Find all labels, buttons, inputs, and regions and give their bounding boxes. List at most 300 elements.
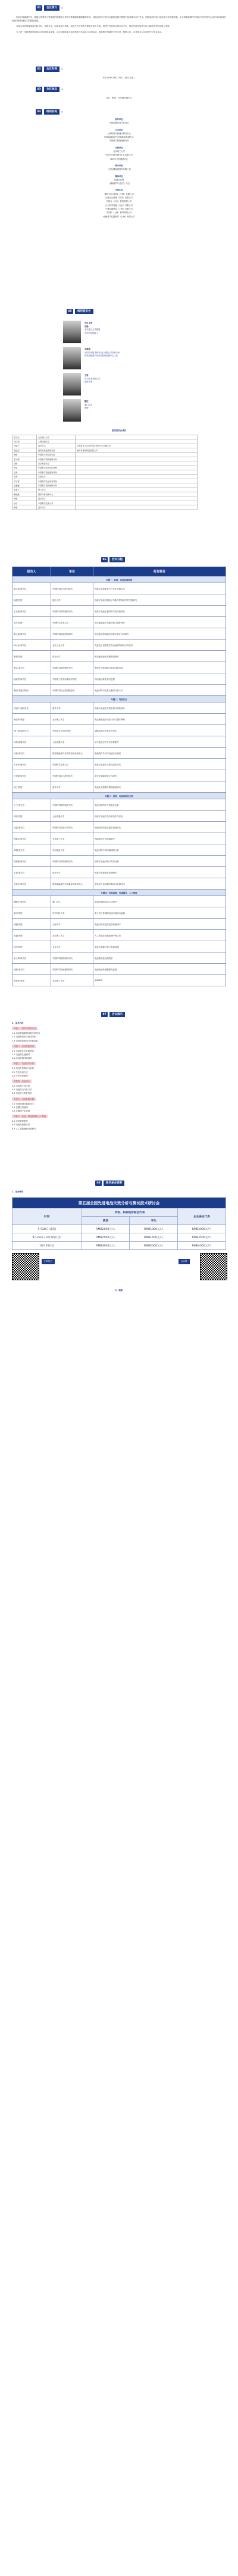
expert-card [63,373,206,395]
schedule-topic: 锂离子电池老化机理研究 [93,867,226,878]
expert-name: 吴锋 [84,325,89,328]
schedule-unit: 清华大学 [51,651,93,662]
schedule-topic: 电池材料的多尺度表征技术 [93,799,226,811]
section-number: 07 [101,1012,108,1017]
topic-item: 3.2 失效分析方法 [12,1071,28,1074]
org-item: 北京理工大学 [113,150,125,153]
committee-unit: 同济大学 [37,496,76,501]
committee-unit: 中国电力科学研究院 [37,452,76,457]
committee-unit: 北京科技大学 [37,461,76,466]
fee-subheader-teacher: 教师 [82,1217,130,1225]
schedule-speaker: 余文博 研究员 [12,952,51,964]
committee-unit: 清华大学 [37,505,76,509]
schedule-speaker: 杨惠 副研究员 [12,736,51,748]
schedule-topic: 锂离子电池正极材料失效分析研究 [93,606,226,617]
schedule-speaker: 杨鹏 教授 [12,919,51,930]
topic-title: 专题五：电池检测仪器 [12,1097,36,1101]
expert-photo [63,399,81,422]
topic-item: 4.1 电池热失控分析 [12,1085,30,1088]
committee-unit: 深圳市新能源研究院 [37,448,76,452]
committee-name: 伍嘉宁 [12,488,37,492]
committee-note [76,505,198,509]
fee-teacher: RMB2500元/人 [82,1233,130,1242]
committee-name: 杨娟 [12,496,37,501]
schedule-topic: 电池材料的原位谱学表征研究 [93,822,226,833]
schedule-row [12,811,226,822]
schedule-row [12,583,226,594]
section-label: 会议展示 [109,1012,125,1017]
schedule-row [12,919,226,930]
schedule-topic: 锂硫电池失效机制研究 [93,833,226,844]
schedule-speaker: 余彦 教授 [12,617,51,628]
committee-row [12,448,198,452]
schedule-topic: 电池内部状态的无损检测技术 [93,919,226,930]
section-number: 03 [36,87,42,92]
section-label: 会议日程 [109,557,125,562]
committee-unit: 中国科学院物理研究所 [37,483,76,488]
schedule-topic: 电池智能化检测技术 [93,952,226,964]
topic-item: 6.2 电池大数据应用 [12,1124,30,1126]
schedule-speaker: 陆俊 教授 [12,594,51,606]
schedule-row [12,617,226,628]
qr-code-image [200,1253,227,1280]
schedule-row [12,952,226,964]
topic-item: 2.2 电池热性能测试 [12,1053,30,1056]
fee-student: RMB2000元/人 [130,1242,178,1250]
fee-student: RMB1500元/人 [130,1233,178,1242]
schedule-speaker: 王兆翔 研究员 [12,606,51,617]
committee-name: 苏子骞 [12,479,37,483]
schedule-unit: 华中科技大学 [51,907,93,919]
committee-note: 上海复旦大学汽车技术研究中心有限公司 [76,444,198,448]
committee-note: 深圳市普林科技有限公司 [76,448,198,452]
intro-para: 本届会议将围绕电池材料分析、电池安全、电池表面与界面、电池失效分析等专题展开深入交流，搭建产学研用交流合作平台，推动先进电池效分析与测试技术的创新与发展。 [16,25,172,28]
expert-info [84,374,100,384]
section-number: 04 [36,109,42,115]
schedule-unit: 中国电子技术标准化研究院 [51,673,93,685]
committee-note [76,461,198,466]
committee-row [12,461,198,466]
topic-item: 6.3 人工智能辅助电池研究 [12,1127,36,1130]
committee-table [12,435,198,510]
register-subtitle [0,1190,238,1194]
header-speaker: 报告人 [12,567,51,577]
org-group-title: 指导单位 [115,118,123,121]
schedule-section-title: 专题一：材料、电池表面机理 [12,577,226,583]
section-header-schedule [101,557,125,562]
org-item: 国家新能源汽车质量检验检测中心 [104,136,134,139]
committee-note [76,479,198,483]
schedule-row [12,941,226,952]
org-group [0,164,238,172]
committee-name: 刘静 [12,461,37,466]
schedule-section-title: 专题三：材料、电池结构及失效 [12,793,226,799]
group-badge[interactable]: 会议群 [178,1259,190,1264]
chevron-icon: » [61,67,64,71]
schedule-row [12,930,226,941]
header-topic: 报告题目 [93,567,226,577]
schedule-row [12,628,226,640]
schedule-row [12,662,226,673]
committee-note [76,483,198,488]
expert-desc: 北京理工大学教授 [84,328,101,331]
schedule-row [12,748,226,759]
schedule-unit: 中国科学技术大学 [51,617,93,628]
schedule-section-title: 专题四：电池检测、传感器及、人工智能 [12,890,226,896]
expert-name: 王涛 [84,374,89,376]
expert-name: 魏红 [84,400,89,403]
schedule-speaker: 梁文斌 研究员 [12,628,51,640]
schedule-unit: 中国科学院物理研究所 [51,952,93,964]
schedule-row [12,759,226,770]
schedule-row [12,799,226,811]
expert-desc: 中国工程院院士 [84,331,99,334]
topic-item: 3.1 电池失效模式与机理 [12,1067,34,1070]
topic-item: 3.3 失效分析案例 [12,1074,28,1077]
committee-unit: 国家分析检测中心 [37,492,76,496]
time-text: 2023年9月28日-29日（周四-周五） [102,77,136,79]
committee-name: 杜江明 [12,439,37,444]
intro-text [0,15,238,36]
org-group [0,175,238,186]
intro-para: 电池在新能源汽车、储能与消费电子等领域的规模化应用中发挥着越来越重要的作用，而电池的安全性与可靠性直接关系到产品质量与用户安全。围绕电池材料与电池安全的关键问题，会议将邀请国内外知名专家学者与企业代表共同探讨电池分析检测技术的最新进展。 [12,16,226,23]
schedule-speaker: 邹健 研究员 [12,964,51,975]
expert-card [63,399,206,422]
schedule-row [12,856,226,867]
expert-desc: 中国汽车技术研究中心有限公司首席专家 [84,351,120,354]
schedule-section-row [12,577,226,583]
schedule-unit: 中国科学技术大学 [51,759,93,770]
topic-item: 4.2 电池安全评价方法 [12,1088,32,1091]
committee-note [76,435,198,439]
org-group-title: 支持企业 [115,189,123,192]
schedule-unit: 中国科学院化学研究所 [51,822,93,833]
committee-unit: 中国科学院大连化物所 [37,466,76,470]
org-item: 《储能科学与技术》杂志 [108,182,130,185]
org-item: 仪器信息网 [114,178,124,181]
topic-item: 1.1 电池材料微观结构分析技术 [12,1032,40,1035]
schedule-topic: 锂离子电池热失控机理与防控研究 [93,702,226,714]
committee-note [76,492,198,496]
fee-header-time: 时间 [12,1208,82,1225]
committee-row [12,505,198,509]
schedule-speaker: 黄佳琦 教授 [12,714,51,725]
committee-note [76,470,198,474]
schedule-row [12,594,226,606]
committee-note [76,501,198,505]
contact-label: 2、联系 [115,1289,123,1292]
fee-title-row [12,1198,226,1208]
schedule-speaker: 冯旭宁 副研究员 [12,702,51,714]
section-label: 会议时间 [44,67,60,72]
committee-row [12,457,198,461]
schedule-row [12,781,226,793]
schedule-row [12,685,226,696]
fee-row [12,1225,226,1233]
fee-company: RMB4000元/人 [178,1242,226,1250]
schedule-topic: 锂金属电池的负极界面研究 [93,651,226,662]
schedule-speaker: 赵晓君 研究员 [12,673,51,685]
org-item: 中国科学院物理研究所 [109,140,129,143]
org-item: 上海仪器检测技术有限公司 [107,168,131,171]
schedule-speaker: 王晓东 研究员 [12,878,51,890]
schedule-unit: 华东师范大学 [51,844,93,856]
committee-note [76,452,198,457]
section-header-committee [67,309,93,314]
topics-list [0,1021,238,1131]
schedule-speaker: 武盟 研究员 [12,822,51,833]
expert-card [63,321,206,343]
committee-row [12,496,198,501]
fee-header-row [12,1208,226,1217]
schedule-speaker: 李恩来 教授 [12,975,51,986]
schedule-unit: 厦门大学 [51,896,93,907]
topics-subtitle: 1、参会内容 [12,1022,24,1024]
schedule-unit: 清华大学 [51,702,93,714]
schedule-topic: 利用中子散射研究电池材料结构 [93,662,226,673]
expert-role: 会议主席 [84,322,93,324]
org-item: 上海材料分析测试研究中心 [107,132,131,135]
committee-unit: 清华大学 [37,444,76,448]
committee-note [76,496,198,501]
schedule-topic: 电池安全预警与管理系统研究 [93,781,226,793]
topic-item: 5.3 仪器国产化进展 [12,1110,30,1113]
schedule-row [12,867,226,878]
expert-card [63,347,206,369]
committee-row [12,435,198,439]
committee-note [76,439,198,444]
schedule-unit: 清华大学 [51,781,93,793]
schedule-unit: 天津大学 [51,919,93,930]
schedule-topic: 储能电池安全性评价技术 [93,725,226,736]
schedule-section-row [12,890,226,896]
committee-name: 陈人杰 [12,435,37,439]
org-item: 牛津仪器科技（上海）有限公司 [105,207,133,210]
committee-unit: 中国科学院福建物构所 [37,470,76,474]
schedule-topic: 锂离子电池失效分析技术与应用 [93,811,226,822]
committee-unit: 天津大学 [37,474,76,479]
topic-item: 1.2 电池材料化学组成分析 [12,1036,36,1039]
schedule-speaker: 彭涛 教授 [12,907,51,919]
schedule-unit: 北京工业大学 [51,640,93,651]
schedule-speaker: 胡勇胜 研究员 [12,856,51,867]
expert-name: 刘燕燕 [84,348,90,350]
schedule-unit: 清华大学 [51,867,93,878]
place-text: 北京 · 集团 · 北京城市副中心 [106,97,132,99]
expert-photo [63,347,81,369]
committee-unit: 北京理工大学 [37,435,76,439]
fee-row [12,1242,226,1250]
org-group-title: 支持单位 [115,146,123,149]
expert-info [84,348,120,358]
schedule-unit: 北京理工大学 [51,930,93,941]
schedule-row [12,822,226,833]
org-group-title: 承办单位 [115,164,123,167]
section-number: 05 [67,309,73,314]
schedule-row [12,975,226,986]
committee-name: 余彦 [12,501,37,505]
schedule-unit: 国家新能源汽车质量检验检测中心 [51,878,93,890]
section-number: 02 [36,67,42,72]
schedule-unit: 中国科学院物理研究所 [51,606,93,617]
schedule-unit: 上海交通大学 [51,811,93,822]
section-header-topics [101,1012,125,1017]
committee-name: 冯旭宁 [12,444,37,448]
schedule-speaker: 夏永高 研究员 [12,583,51,594]
schedule-unit: 中国电力科学研究院 [51,725,93,736]
section-label: 会议地点 [44,87,60,92]
topic-item: 5.2 仪器应用案例 [12,1106,28,1109]
signup-badge[interactable]: 扫码报名 [42,1259,55,1264]
fee-header-school: 学校、科研院所参会代表 [82,1208,177,1217]
committee-table-title: 组织委员会成员 [112,429,126,432]
org-item: 布鲁克（北京）科技有限公司 [106,200,132,203]
schedule-unit: 中国科学院物理研究所 [51,856,93,867]
section-header-register [95,1181,124,1186]
schedule-topic: 退役动力电池梯次利用与检测技术 [93,878,226,890]
committee-row [12,492,198,496]
committee-name: 谢晓薇 [12,492,37,496]
topic-title: 专题一：材料与结构分析 [12,1027,37,1030]
expert-info [84,400,92,410]
schedule-speaker: 孙惠 研究员 [12,748,51,759]
committee-unit: 中国科学技术大学 [37,501,76,505]
topic-item: 6.1 电池管理系统 [12,1120,28,1123]
committee-name: 张强 [12,505,37,509]
section-header-org [36,109,63,115]
schedule-topic: 电池智能传感器研究进展 [93,964,226,975]
schedule-row [12,896,226,907]
header-unit: 单位 [51,567,93,577]
schedule-row [12,606,226,617]
schedule-unit: 中国科学院宁波材料所 [51,583,93,594]
fee-student: RMB1000元/人 [130,1225,178,1233]
org-item: 中国汽车技术研究中心有限公司 [105,154,133,157]
schedule-speaker: 杨军 教授 [12,941,51,952]
committee-unit: 中国科学院物理研究所 [37,457,76,461]
org-item: 赛默飞世尔科技（中国）有限公司 [104,192,134,195]
schedule-table [12,567,226,986]
section-number: 08 [95,1181,102,1186]
committee-name: 王辉 [12,474,37,479]
topic-title: 专题二：电池性能测试 [12,1045,36,1048]
schedule-speaker: 徐宁 教授 [12,781,51,793]
section-number: 06 [101,557,108,562]
committee-row [12,452,198,457]
schedule-topic: 锂离子电池材料电子结构与界面化学的关联研究 [93,594,226,606]
section-label: 组织机构 [44,109,60,115]
schedule-row [12,714,226,725]
section-header-time [36,67,63,72]
org-item: 日立科学仪器（北京）有限公司 [105,204,133,207]
expert-desc: 国家新能源汽车质量检验检测中心主任 [84,355,118,357]
qr-code-image [12,1253,39,1280]
schedule-section-row [12,793,226,799]
section-label: 组织委员会 [75,309,93,314]
schedule-topic: 基于光纤传感的电池内部状态监测 [93,907,226,919]
schedule-row [12,673,226,685]
org-group [0,146,238,161]
schedule-speaker: 刘娟 研究员 [12,844,51,856]
committee-name: 李文博 [12,457,37,461]
schedule-speaker: 李弘 研究员 [12,662,51,673]
schedule-row [12,770,226,781]
schedule-topic: 电池大数据分析与寿命预测 [93,941,226,952]
section-number: 01 [36,5,42,11]
schedule-row [12,833,226,844]
schedule-row [12,702,226,714]
fee-teacher: RMB3000元/人 [82,1242,130,1250]
committee-name: 王新 [12,470,37,474]
org-group [0,118,238,125]
expert-info [84,322,100,335]
org-group [0,188,238,218]
committee-name: 胡迎浩 [12,448,37,452]
topic-item: 4.3 电池安全防护技术 [12,1092,32,1095]
fee-teacher: RMB2000元/人 [82,1225,130,1233]
schedule-topic: 高安全电解液设计与研究 [93,770,226,781]
schedule-unit: 中国科学院福建物构所 [51,964,93,975]
fee-header-company: 企业参会代表 [178,1208,226,1225]
schedule-topic: 锂金属电池安全性评价与提升策略 [93,714,226,725]
committee-unit: 上海交通大学 [37,439,76,444]
schedule-header-row [12,567,226,577]
schedule-row [12,640,226,651]
schedule-unit: 北京理工大学 [51,714,93,725]
org-group-title: 媒体单位 [115,175,123,178]
committee-note [76,474,198,479]
schedule-unit: 中国科学院物理研究所 [51,799,93,811]
committee-row [12,439,198,444]
section-label: 会议简介 [44,5,60,11]
committee-row [12,501,198,505]
expert-desc: 厦门大学 [84,403,93,406]
topic-item: 2.1 电池电化学性能测试 [12,1049,34,1052]
schedule-speaker: 曹丽 高级工程师 [12,685,51,696]
committee-row [12,470,198,474]
chevron-icon: » [61,110,64,114]
schedule-row [12,651,226,662]
topic-item: 1.3 电池材料表面与界面表征 [12,1039,38,1042]
topic-title: 专题四：电池安全 [12,1080,32,1083]
schedule-topic: 动力电池过充安全机理研究 [93,736,226,748]
committee-name: 李帆 [12,452,37,457]
schedule-unit: 北京大学 [51,941,93,952]
schedule-row [12,725,226,736]
schedule-unit: 中国科学院上海硅酸盐所 [51,685,93,696]
schedule-speaker: 韩小东 研究员 [12,640,51,651]
schedule-unit: 北京理工大学 [51,975,93,986]
schedule-topic: 固态电池界面演化的原位表征技术研究 [93,628,226,640]
fee-company: RMB3500元/人 [178,1233,226,1242]
fee-title: 第五届全国先进电池失效分析与测试技术研讨会 [12,1198,226,1208]
schedule-topic: 人工智能在电池检测中的应用 [93,930,226,941]
expert-desc: 资深专家 [84,381,93,384]
fee-company: RMB3000元/人 [178,1225,226,1233]
fee-table [12,1197,226,1250]
org-item: 岛津企业管理（中国）有限公司 [105,197,133,200]
fee-subtitle: 1、参会费用 [12,1191,24,1193]
schedule-speaker: 程新兵 研究员 [12,833,51,844]
schedule-unit: 中国科学院物理研究所 [51,662,93,673]
section-header-intro [36,5,63,11]
committee-row [12,466,198,470]
topic-item: 5.1 电池检测仪器新技术 [12,1102,34,1105]
committee-unit: 厦门大学 [37,488,76,492]
schedule-section-row [12,696,226,702]
schedule-unit: 浙江大学 [51,594,93,606]
schedule-row [12,964,226,975]
